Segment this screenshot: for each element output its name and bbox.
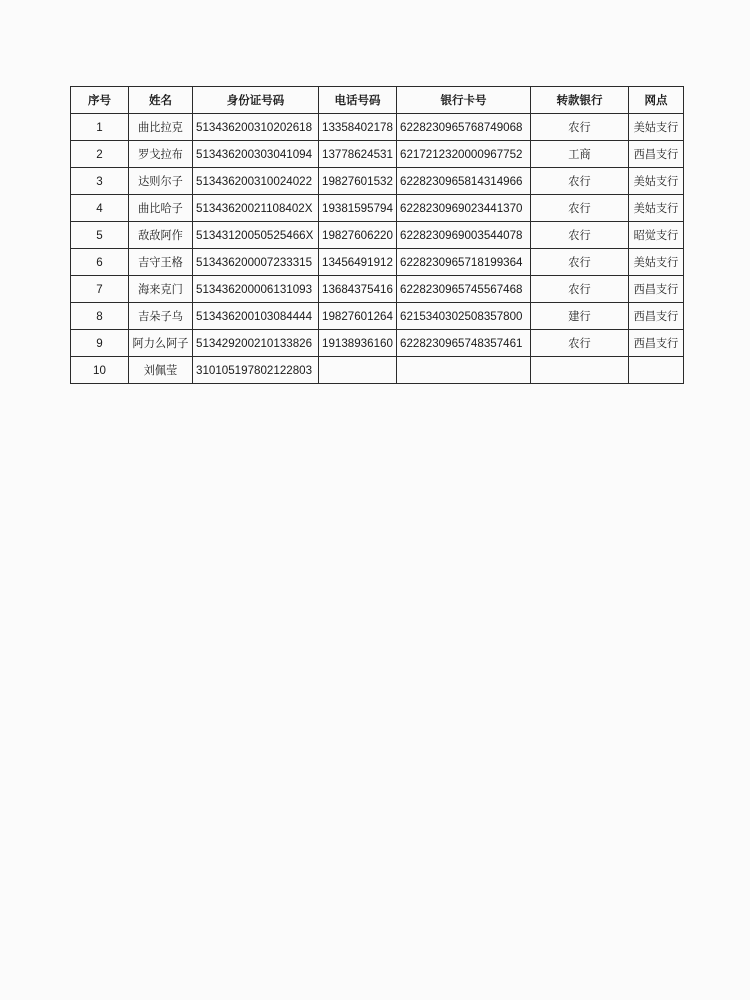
cell-index: 2 (71, 141, 129, 168)
cell-id-number: 513429200210133826 (193, 330, 319, 357)
cell-name: 刘佩莹 (129, 357, 193, 384)
cell-phone: 19827606220 (319, 222, 397, 249)
cell-index: 9 (71, 330, 129, 357)
col-header-phone: 电话号码 (319, 87, 397, 114)
cell-name: 达则尔子 (129, 168, 193, 195)
col-header-bank: 转款银行 (531, 87, 629, 114)
cell-bank: 农行 (531, 276, 629, 303)
cell-index: 1 (71, 114, 129, 141)
cell-index: 8 (71, 303, 129, 330)
cell-branch: 西昌支行 (629, 303, 684, 330)
cell-branch: 美姑支行 (629, 114, 684, 141)
cell-phone: 13684375416 (319, 276, 397, 303)
cell-bank: 农行 (531, 330, 629, 357)
cell-bank: 工商 (531, 141, 629, 168)
cell-name: 敌敌阿作 (129, 222, 193, 249)
cell-name: 海来克门 (129, 276, 193, 303)
cell-branch: 美姑支行 (629, 249, 684, 276)
col-header-bank-card: 银行卡号 (397, 87, 531, 114)
table-row (71, 195, 684, 222)
cell-bank: 建行 (531, 303, 629, 330)
cell-name: 吉守王格 (129, 249, 193, 276)
cell-bank-card (397, 357, 531, 384)
cell-bank-card: 6215340302508357800 (397, 303, 531, 330)
table-row (71, 303, 684, 330)
cell-name: 阿力么阿子 (129, 330, 193, 357)
cell-id-number: 513436200006131093 (193, 276, 319, 303)
cell-bank: 农行 (531, 222, 629, 249)
cell-phone: 19381595794 (319, 195, 397, 222)
cell-bank: 农行 (531, 195, 629, 222)
cell-phone: 19827601532 (319, 168, 397, 195)
table-row (71, 141, 684, 168)
cell-bank: 农行 (531, 249, 629, 276)
cell-phone: 19138936160 (319, 330, 397, 357)
cell-branch: 美姑支行 (629, 195, 684, 222)
cell-index: 5 (71, 222, 129, 249)
table-row (71, 168, 684, 195)
cell-name: 吉朵子乌 (129, 303, 193, 330)
cell-name: 罗戈拉布 (129, 141, 193, 168)
cell-phone (319, 357, 397, 384)
cell-id-number: 513436200310024022 (193, 168, 319, 195)
cell-bank-card: 6228230969023441370 (397, 195, 531, 222)
cell-branch (629, 357, 684, 384)
cell-id-number: 51343120050525466X (193, 222, 319, 249)
cell-branch: 昭觉支行 (629, 222, 684, 249)
cell-bank: 农行 (531, 114, 629, 141)
col-header-index: 序号 (71, 87, 129, 114)
table-row (71, 276, 684, 303)
col-header-branch: 网点 (629, 87, 684, 114)
table-row (71, 249, 684, 276)
cell-index: 6 (71, 249, 129, 276)
cell-id-number: 513436200103084444 (193, 303, 319, 330)
cell-id-number: 310105197802122803 (193, 357, 319, 384)
cell-id-number: 51343620021108402X (193, 195, 319, 222)
cell-branch: 西昌支行 (629, 141, 684, 168)
col-header-name: 姓名 (129, 87, 193, 114)
cell-branch: 西昌支行 (629, 276, 684, 303)
cell-bank: 农行 (531, 168, 629, 195)
cell-bank-card: 6228230965748357461 (397, 330, 531, 357)
cell-bank-card: 6228230965768749068 (397, 114, 531, 141)
col-header-id-number: 身份证号码 (193, 87, 319, 114)
table-row (71, 222, 684, 249)
table-body (71, 114, 684, 384)
cell-id-number: 513436200310202618 (193, 114, 319, 141)
table-container (70, 86, 684, 384)
table-row (71, 357, 684, 384)
cell-bank-card: 6228230969003544078 (397, 222, 531, 249)
cell-bank (531, 357, 629, 384)
cell-bank-card: 6228230965745567468 (397, 276, 531, 303)
cell-bank-card: 6217212320000967752 (397, 141, 531, 168)
cell-phone: 13778624531 (319, 141, 397, 168)
cell-index: 7 (71, 276, 129, 303)
cell-branch: 西昌支行 (629, 330, 684, 357)
cell-id-number: 513436200303041094 (193, 141, 319, 168)
cell-index: 3 (71, 168, 129, 195)
cell-bank-card: 6228230965814314966 (397, 168, 531, 195)
cell-index: 4 (71, 195, 129, 222)
cell-phone: 13358402178 (319, 114, 397, 141)
table-row (71, 330, 684, 357)
cell-phone: 13456491912 (319, 249, 397, 276)
cell-index: 10 (71, 357, 129, 384)
cell-branch: 美姑支行 (629, 168, 684, 195)
transfer-table (70, 86, 684, 384)
cell-phone: 19827601264 (319, 303, 397, 330)
cell-name: 曲比拉克 (129, 114, 193, 141)
header-row (71, 87, 684, 114)
table-row (71, 114, 684, 141)
cell-name: 曲比哈子 (129, 195, 193, 222)
cell-id-number: 513436200007233315 (193, 249, 319, 276)
cell-bank-card: 6228230965718199364 (397, 249, 531, 276)
